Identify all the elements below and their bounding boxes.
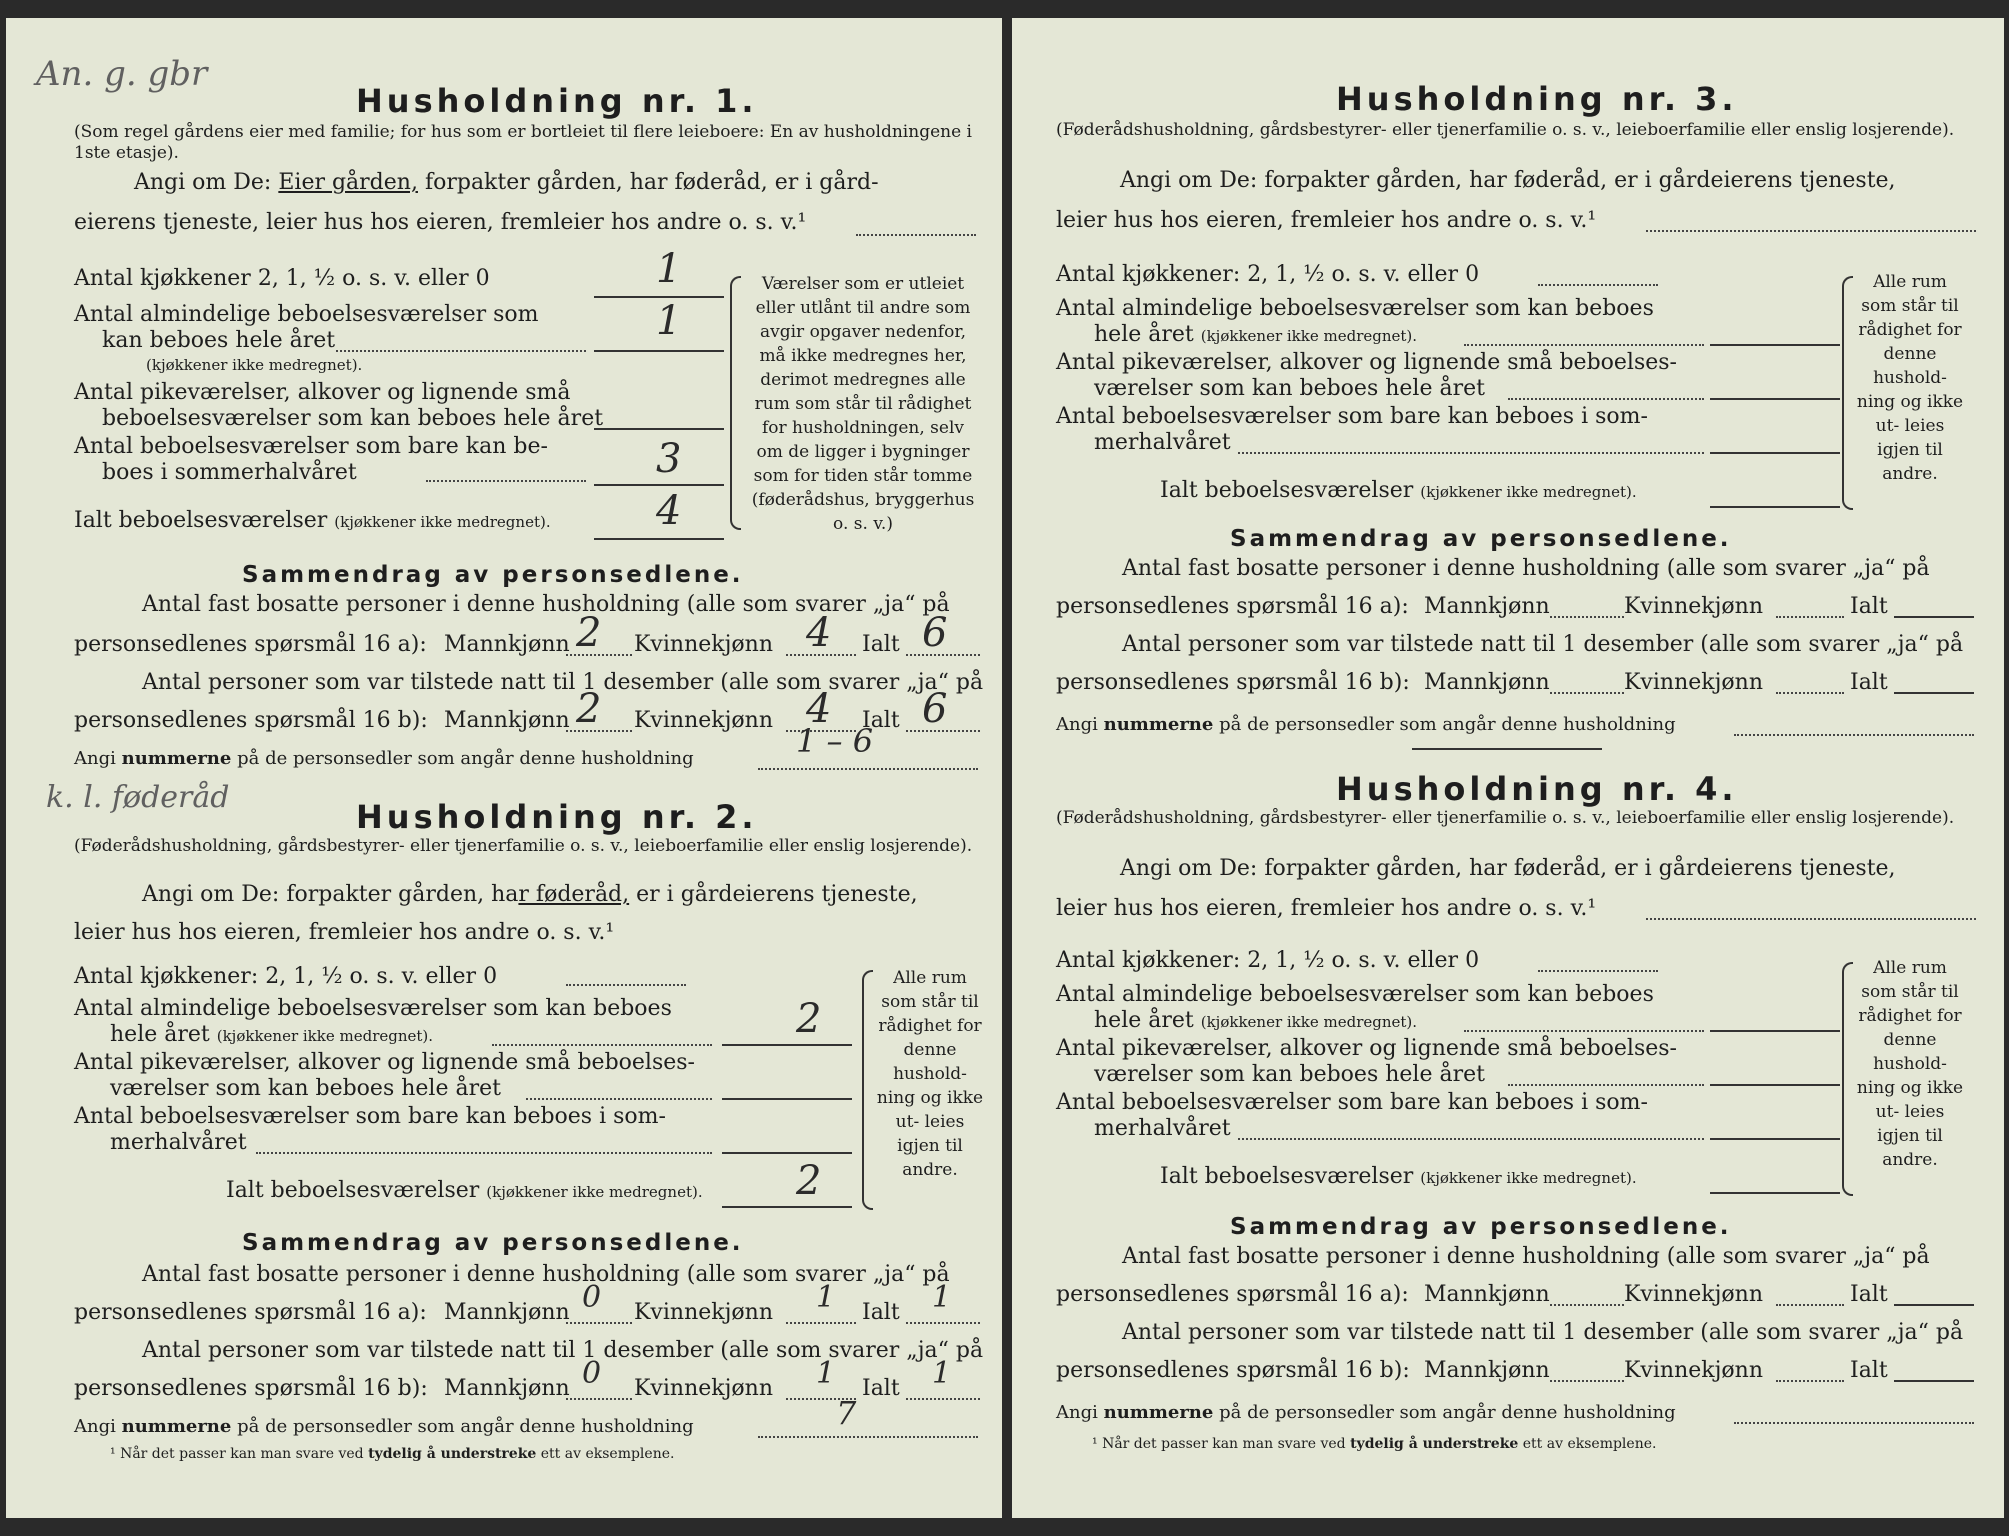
h1-alm-kjm: (kjøkkener ikke medregnet). bbox=[146, 356, 363, 374]
h2-til-kvinne-label: Kvinnekjønn bbox=[634, 1376, 773, 1401]
h3-angi-rest: forpakter gården, har føderåd, er i gårdeierens tjeneste, bbox=[1264, 168, 1896, 193]
h1-til-mann-label: Mannkjønn bbox=[444, 708, 570, 733]
h2-fast-mann-label: Mannkjønn bbox=[444, 1300, 570, 1325]
h2-fast-kvinne-line bbox=[786, 1322, 856, 1324]
h4-alm-label-b bbox=[1094, 1008, 1417, 1033]
h1-til-ialt-label: Ialt bbox=[862, 708, 900, 733]
h3-alm-dots bbox=[1464, 344, 1704, 346]
h1-nummer-post: på de personsedler som angår denne husholdning bbox=[237, 748, 694, 769]
h3-fast-ialt-line bbox=[1894, 616, 1974, 618]
h2-til-ialt-value: 1 bbox=[932, 1356, 952, 1391]
h1-brace bbox=[730, 276, 741, 530]
h2-sommer-label-b: merhalvåret bbox=[110, 1130, 247, 1155]
h2-alm-line bbox=[722, 1044, 852, 1046]
h2-fast-ialt-line bbox=[906, 1322, 980, 1324]
h3-angi-fill bbox=[1646, 230, 1976, 232]
h2-side-note: Alle rum som står til rådighet for denne hushold- ning og ikke ut- leies igjen til andre. bbox=[876, 968, 984, 1180]
h2-ialt-text: Ialt beboelsesværelser bbox=[226, 1178, 480, 1203]
h1-alm-label-b: kan beboes hele året bbox=[102, 328, 336, 353]
h1-fast-mann-value: 2 bbox=[576, 610, 602, 656]
h3-nummer-label bbox=[1056, 714, 1676, 735]
h2-alm-label-b bbox=[110, 1022, 433, 1047]
h4-til-label-b: personsedlenes spørsmål 16 b): bbox=[1056, 1358, 1410, 1383]
h2-fast-label-b: personsedlenes spørsmål 16 a): bbox=[74, 1300, 427, 1325]
h3-title: Husholdning nr. 3. bbox=[1336, 80, 1738, 118]
h1-fast-kvinne-label: Kvinnekjønn bbox=[634, 632, 773, 657]
h4-fast-mann-label: Mannkjønn bbox=[1424, 1282, 1550, 1307]
h2-alm-b-text: hele året bbox=[110, 1022, 210, 1047]
right-footnote-bold: tydelig å understreke bbox=[1350, 1436, 1519, 1452]
h3-nummer-post: på de personsedler som angår denne husholdning bbox=[1219, 714, 1676, 735]
h1-sommer-label-a: Antal beboelsesværelser som bare kan be- bbox=[74, 434, 548, 459]
h2-alm-value: 2 bbox=[796, 996, 822, 1042]
h2-til-mann-value: 0 bbox=[582, 1356, 602, 1391]
h1-intro: (Som regel gårdens eier med familie; for hus som er bortleiet til flere leieboere: En av husholdningene i 1ste etasje). bbox=[74, 122, 972, 163]
h3-til-kvinne-label: Kvinnekjønn bbox=[1624, 670, 1763, 695]
h1-summary-title: Sammendrag av personsedlene. bbox=[242, 562, 744, 588]
h4-nummer-label bbox=[1056, 1402, 1676, 1423]
h4-ialt-text: Ialt beboelsesværelser bbox=[1160, 1164, 1414, 1189]
h4-til-ialt-line bbox=[1894, 1380, 1974, 1382]
h3-fast-label-a: Antal fast bosatte personer i denne husholdning (alle som svarer „ja“ på bbox=[1122, 556, 1930, 581]
h4-side-note: Alle rum som står til rådighet for denne hushold- ning og ikke ut- leies igjen til andre. bbox=[1856, 958, 1964, 1170]
h2-ialt-small: (kjøkkener ikke medregnet). bbox=[486, 1183, 703, 1201]
h4-angi-rest: forpakter gården, har føderåd, er i gårdeierens tjeneste, bbox=[1264, 856, 1896, 881]
h3-sommer-dots bbox=[1238, 452, 1704, 454]
h1-ialt-text: Ialt beboelsesværelser bbox=[74, 508, 328, 533]
h2-pike-dots bbox=[526, 1098, 712, 1100]
h2-til-label-b: personsedlenes spørsmål 16 b): bbox=[74, 1376, 428, 1401]
left-footnote bbox=[110, 1446, 674, 1462]
h4-nummer-post: på de personsedler som angår denne husholdning bbox=[1219, 1402, 1676, 1423]
h1-nummer-pre: Angi bbox=[74, 748, 116, 769]
h3-fast-mann-label: Mannkjønn bbox=[1424, 594, 1550, 619]
h2-brace bbox=[862, 970, 873, 1210]
h1-fast-label-a: Antal fast bosatte personer i denne husholdning (alle som svarer „ja“ på bbox=[142, 592, 950, 617]
left-footnote-bold: tydelig å understreke bbox=[368, 1446, 537, 1462]
h4-pike-label-b: værelser som kan beboes hele året bbox=[1094, 1062, 1485, 1087]
h4-pike-label-a: Antal pikeværelser, alkover og lignende små beboelses- bbox=[1056, 1036, 1677, 1061]
h1-nummer-bold: nummerne bbox=[121, 748, 232, 769]
h2-kjokken-dots bbox=[566, 984, 686, 986]
h1-sommer-dots bbox=[426, 480, 586, 482]
h4-sommer-dots bbox=[1238, 1138, 1704, 1140]
h3-fast-label-b: personsedlenes spørsmål 16 a): bbox=[1056, 594, 1409, 619]
h3-sommer-label-a: Antal beboelsesværelser som bare kan beboes i som- bbox=[1056, 404, 1648, 429]
h2-sommer-dots bbox=[256, 1152, 712, 1154]
h1-til-label-a: Antal personer som var tilstede natt til 1 desember (alle som svarer „ja“ på bbox=[142, 670, 984, 695]
h3-nummer-line bbox=[1734, 734, 1974, 736]
h1-pike-label-b: beboelsesværelser som kan beboes hele året bbox=[102, 406, 604, 431]
h3-ialt-line bbox=[1710, 506, 1840, 508]
h4-angi-fill bbox=[1646, 918, 1976, 920]
h1-kjokken-label: Antal kjøkkener 2, 1, ½ o. s. v. eller 0 bbox=[74, 266, 490, 291]
h3-pike-dots bbox=[1508, 398, 1704, 400]
h3-alm-line bbox=[1710, 344, 1840, 346]
h2-pike-label-b: værelser som kan beboes hele året bbox=[110, 1076, 501, 1101]
h1-pike-line bbox=[594, 428, 724, 430]
h2-pike-label-a: Antal pikeværelser, alkover og lignende små beboelses- bbox=[74, 1050, 695, 1075]
h1-sommer-line bbox=[594, 484, 724, 486]
h3-kjokken-dots bbox=[1538, 284, 1658, 286]
h3-alm-kjm: (kjøkkener ikke medregnet). bbox=[1200, 327, 1418, 345]
h4-alm-b-text: hele året bbox=[1094, 1008, 1194, 1033]
h4-pike-line bbox=[1710, 1084, 1840, 1086]
section-divider bbox=[1412, 748, 1602, 750]
h2-angi-post: er i gårdeierens tjeneste, bbox=[636, 882, 918, 907]
h3-til-kvinne-line bbox=[1776, 692, 1844, 694]
h4-fast-ialt-label: Ialt bbox=[1850, 1282, 1888, 1307]
h3-pike-line bbox=[1710, 398, 1840, 400]
h2-angi-underlined: r føderåd, bbox=[518, 882, 630, 907]
h2-fast-ialt-label: Ialt bbox=[862, 1300, 900, 1325]
h2-fast-mann-value: 0 bbox=[582, 1280, 602, 1315]
h3-side-note: Alle rum som står til rådighet for denne hushold- ning og ikke ut- leies igjen til andre. bbox=[1856, 272, 1964, 484]
h1-til-kvinne-label: Kvinnekjønn bbox=[634, 708, 773, 733]
h2-intro: (Føderådshusholdning, gårdsbestyrer- eller tjenerfamilie o. s. v., leieboerfamilie eller enslig losjerende). bbox=[74, 836, 973, 856]
h3-nummer-pre: Angi bbox=[1056, 714, 1098, 735]
h3-summary-title: Sammendrag av personsedlene. bbox=[1230, 526, 1732, 552]
h3-alm-b-text: hele året bbox=[1094, 322, 1194, 347]
h2-angi-line2: leier hus hos eieren, fremleier hos andre o. s. v.¹ bbox=[74, 920, 615, 945]
h4-fast-label-a: Antal fast bosatte personer i denne husholdning (alle som svarer „ja“ på bbox=[1122, 1244, 1930, 1269]
h4-alm-label-a: Antal almindelige beboelsesværelser som kan beboes bbox=[1056, 982, 1654, 1007]
h4-kjokken-label: Antal kjøkkener: 2, 1, ½ o. s. v. eller 0 bbox=[1056, 948, 1480, 973]
h2-til-kvinne-value: 1 bbox=[816, 1356, 836, 1391]
h1-fast-label-b: personsedlenes spørsmål 16 a): bbox=[74, 632, 427, 657]
h1-kjokken-value: 1 bbox=[656, 246, 682, 292]
h4-til-mann-label: Mannkjønn bbox=[1424, 1358, 1550, 1383]
h2-title: Husholdning nr. 2. bbox=[356, 798, 758, 836]
h2-angi-pre: forpakter gården, ha bbox=[286, 882, 519, 907]
h1-angi-rest: forpakter gården, har føderåd, er i gård- bbox=[424, 170, 879, 195]
h1-sommer-label-b: boes i sommerhalvåret bbox=[102, 460, 357, 485]
h4-kjokken-dots bbox=[1538, 970, 1658, 972]
h1-alm-label-a: Antal almindelige beboelsesværelser som bbox=[74, 302, 539, 327]
h2-fast-label-a: Antal fast bosatte personer i denne husholdning (alle som svarer „ja“ på bbox=[142, 1262, 950, 1287]
h3-brace bbox=[1842, 276, 1853, 510]
h2-nummer-post: på de personsedler som angår denne husholdning bbox=[237, 1416, 694, 1437]
h2-alm-label-a: Antal almindelige beboelsesværelser som kan beboes bbox=[74, 996, 672, 1021]
h3-nummer-bold: nummerne bbox=[1103, 714, 1214, 735]
h4-til-label-a: Antal personer som var tilstede natt til 1 desember (alle som svarer „ja“ på bbox=[1122, 1320, 1964, 1345]
margin-note-top: An. g. gbr bbox=[36, 54, 208, 94]
h2-alm-kjm: (kjøkkener ikke medregnet). bbox=[216, 1027, 434, 1045]
h1-fast-ialt-label: Ialt bbox=[862, 632, 900, 657]
h2-til-mann-label: Mannkjønn bbox=[444, 1376, 570, 1401]
h3-til-mann-line bbox=[1550, 692, 1624, 694]
h2-til-mann-line bbox=[566, 1398, 632, 1400]
h1-nummer-label bbox=[74, 748, 694, 769]
h4-angi bbox=[1120, 856, 1896, 881]
h2-angi-label: Angi om De: bbox=[142, 882, 280, 907]
h1-fast-mann-label: Mannkjønn bbox=[444, 632, 570, 657]
left-page bbox=[6, 18, 1002, 1518]
h1-alm-line bbox=[594, 350, 724, 352]
right-footnote-pre: ¹ Når det passer kan man svare ved bbox=[1092, 1436, 1346, 1452]
h3-pike-label-a: Antal pikeværelser, alkover og lignende små beboelses- bbox=[1056, 350, 1677, 375]
h2-pike-line bbox=[722, 1098, 852, 1100]
h2-nummer-value: 7 bbox=[836, 1394, 857, 1432]
h1-til-ialt-value: 6 bbox=[922, 686, 948, 732]
h4-brace bbox=[1842, 962, 1853, 1196]
h2-fast-mann-line bbox=[566, 1322, 632, 1324]
h1-alm-value: 1 bbox=[656, 298, 682, 344]
h4-sommer-label-b: merhalvåret bbox=[1094, 1116, 1231, 1141]
h4-alm-dots bbox=[1464, 1030, 1704, 1032]
h2-til-label-a: Antal personer som var tilstede natt til 1 desember (alle som svarer „ja“ på bbox=[142, 1338, 984, 1363]
h4-til-kvinne-line bbox=[1776, 1380, 1844, 1382]
h4-intro: (Føderådshusholdning, gårdsbestyrer- eller tjenerfamilie o. s. v., leieboerfamilie eller enslig losjerende). bbox=[1056, 808, 1955, 828]
h3-sommer-label-b: merhalvåret bbox=[1094, 430, 1231, 455]
left-footnote-post: ett av eksemplene. bbox=[540, 1446, 675, 1462]
h3-fast-mann-line bbox=[1550, 616, 1624, 618]
h3-alm-label-a: Antal almindelige beboelsesværelser som kan beboes bbox=[1056, 296, 1654, 321]
right-page bbox=[1012, 18, 2004, 1518]
h3-til-mann-label: Mannkjønn bbox=[1424, 670, 1550, 695]
h3-angi-line2: leier hus hos eieren, fremleier hos andre o. s. v.¹ bbox=[1056, 208, 1597, 233]
h2-sommer-line bbox=[722, 1152, 852, 1154]
h4-fast-mann-line bbox=[1550, 1304, 1624, 1306]
h2-angi bbox=[142, 882, 918, 907]
h2-til-ialt-label: Ialt bbox=[862, 1376, 900, 1401]
h1-nummer-line bbox=[758, 768, 978, 770]
h4-nummer-bold: nummerne bbox=[1103, 1402, 1214, 1423]
h3-intro: (Føderådshusholdning, gårdsbestyrer- eller tjenerfamilie o. s. v., leieboerfamilie eller enslig losjerende). bbox=[1056, 120, 1955, 140]
h4-ialt-line bbox=[1710, 1192, 1840, 1194]
h2-fast-kvinne-label: Kvinnekjønn bbox=[634, 1300, 773, 1325]
h3-ialt-small: (kjøkkener ikke medregnet). bbox=[1420, 483, 1637, 501]
h1-angi-label: Angi om De: bbox=[134, 170, 272, 195]
h2-nummer-bold: nummerne bbox=[121, 1416, 232, 1437]
h4-angi-label: Angi om De: bbox=[1120, 856, 1258, 881]
h1-side-note: Værelser som er utleiet eller utlånt til andre som avgir opgaver nedenfor, må ikke medregnes her, derimot medregnes alle rum som står til rådighet for husholdningen, selv om de ligger i bygninger som for tiden står tomme (føderådshus, bryggerhus o. s. v.) bbox=[751, 274, 975, 534]
h4-title: Husholdning nr. 4. bbox=[1336, 770, 1738, 808]
h1-angi-line2: eierens tjeneste, leier hus hos eieren, fremleier hos andre o. s. v.¹ bbox=[74, 210, 807, 235]
h1-ialt-label bbox=[74, 508, 551, 533]
h1-fast-ialt-value: 6 bbox=[922, 610, 948, 656]
h1-ialt-small: (kjøkkener ikke medregnet). bbox=[334, 513, 551, 531]
h3-fast-kvinne-line bbox=[1776, 616, 1844, 618]
h2-nummer-label bbox=[74, 1416, 694, 1437]
right-footnote-post: ett av eksemplene. bbox=[1522, 1436, 1657, 1452]
h4-pike-dots bbox=[1508, 1084, 1704, 1086]
h1-title: Husholdning nr. 1. bbox=[356, 82, 758, 120]
h4-summary-title: Sammendrag av personsedlene. bbox=[1230, 1214, 1732, 1240]
h3-alm-label-b bbox=[1094, 322, 1417, 347]
h3-til-label-b: personsedlenes spørsmål 16 b): bbox=[1056, 670, 1410, 695]
h3-til-label-a: Antal personer som var tilstede natt til 1 desember (alle som svarer „ja“ på bbox=[1122, 632, 1964, 657]
h1-nummer-value: 1 – 6 bbox=[796, 722, 874, 760]
h2-sommer-label-a: Antal beboelsesværelser som bare kan beboes i som- bbox=[74, 1104, 666, 1129]
h4-fast-label-b: personsedlenes spørsmål 16 a): bbox=[1056, 1282, 1409, 1307]
h3-pike-label-b: værelser som kan beboes hele året bbox=[1094, 376, 1485, 401]
h4-sommer-line bbox=[1710, 1138, 1840, 1140]
h2-fast-kvinne-value: 1 bbox=[816, 1280, 836, 1315]
h2-nummer-line bbox=[758, 1436, 978, 1438]
right-footnote bbox=[1092, 1436, 1656, 1452]
h2-alm-dots bbox=[492, 1044, 712, 1046]
h3-til-ialt-label: Ialt bbox=[1850, 670, 1888, 695]
h2-fast-ialt-value: 1 bbox=[932, 1280, 952, 1315]
h4-ialt-small: (kjøkkener ikke medregnet). bbox=[1420, 1169, 1637, 1187]
h1-angi-underlined: Eier gården, bbox=[278, 170, 418, 195]
h1-angi-fill bbox=[856, 234, 976, 236]
h4-fast-ialt-line bbox=[1894, 1304, 1974, 1306]
h1-ialt-line bbox=[594, 538, 724, 540]
h4-til-mann-line bbox=[1550, 1380, 1624, 1382]
h1-pike-label-a: Antal pikeværelser, alkover og lignende små bbox=[74, 380, 571, 405]
h2-ialt-line bbox=[722, 1206, 852, 1208]
h4-alm-kjm: (kjøkkener ikke medregnet). bbox=[1200, 1013, 1418, 1031]
h2-ialt-label bbox=[226, 1178, 703, 1203]
h2-til-ialt-line bbox=[906, 1398, 980, 1400]
h4-fast-kvinne-line bbox=[1776, 1304, 1844, 1306]
h2-kjokken-label: Antal kjøkkener: 2, 1, ½ o. s. v. eller 0 bbox=[74, 964, 498, 989]
h1-alm-dots bbox=[336, 350, 586, 352]
h4-til-kvinne-label: Kvinnekjønn bbox=[1624, 1358, 1763, 1383]
h1-fast-kvinne-value: 4 bbox=[806, 610, 832, 656]
h1-til-mann-value: 2 bbox=[576, 686, 602, 732]
h4-alm-line bbox=[1710, 1030, 1840, 1032]
h2-nummer-pre: Angi bbox=[74, 1416, 116, 1437]
h4-nummer-line bbox=[1734, 1422, 1974, 1424]
h1-til-kvinne-value: 4 bbox=[806, 686, 832, 732]
h1-sommer-value: 3 bbox=[656, 436, 682, 482]
h3-angi-label: Angi om De: bbox=[1120, 168, 1258, 193]
h2-ialt-value: 2 bbox=[796, 1158, 822, 1204]
h3-fast-kvinne-label: Kvinnekjønn bbox=[1624, 594, 1763, 619]
h3-angi bbox=[1120, 168, 1896, 193]
h4-nummer-pre: Angi bbox=[1056, 1402, 1098, 1423]
h4-sommer-label-a: Antal beboelsesværelser som bare kan beboes i som- bbox=[1056, 1090, 1648, 1115]
h4-ialt-label bbox=[1160, 1164, 1637, 1189]
h3-fast-ialt-label: Ialt bbox=[1850, 594, 1888, 619]
h3-ialt-text: Ialt beboelsesværelser bbox=[1160, 478, 1414, 503]
h1-til-label-b: personsedlenes spørsmål 16 b): bbox=[74, 708, 428, 733]
margin-note-mid: k. l. føderåd bbox=[46, 780, 230, 815]
h1-angi bbox=[134, 170, 879, 195]
h3-ialt-label bbox=[1160, 478, 1637, 503]
h1-ialt-value: 4 bbox=[656, 488, 682, 534]
h3-kjokken-label: Antal kjøkkener: 2, 1, ½ o. s. v. eller 0 bbox=[1056, 262, 1480, 287]
h3-til-ialt-line bbox=[1894, 692, 1974, 694]
h3-sommer-line bbox=[1710, 452, 1840, 454]
h2-summary-title: Sammendrag av personsedlene. bbox=[242, 1230, 744, 1256]
left-footnote-pre: ¹ Når det passer kan man svare ved bbox=[110, 1446, 364, 1462]
h4-angi-line2: leier hus hos eieren, fremleier hos andre o. s. v.¹ bbox=[1056, 896, 1597, 921]
h4-til-ialt-label: Ialt bbox=[1850, 1358, 1888, 1383]
h4-fast-kvinne-label: Kvinnekjønn bbox=[1624, 1282, 1763, 1307]
